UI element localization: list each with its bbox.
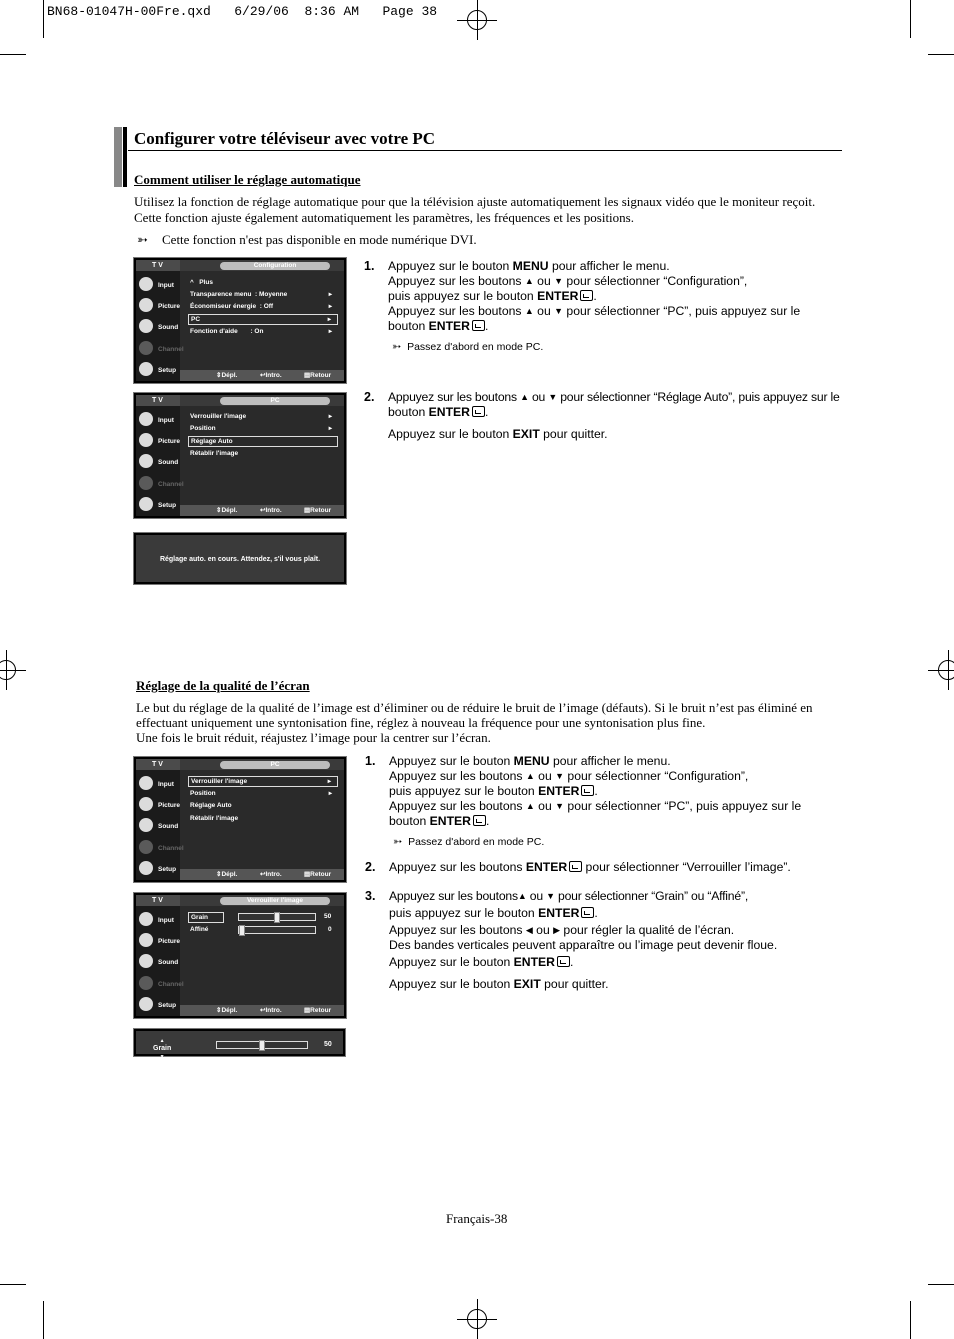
chevron-right-icon: ▸ <box>328 291 332 298</box>
osd-picture-item: Picture <box>138 432 178 450</box>
osd-return-hint: ▤Retour <box>304 372 332 379</box>
osd-row-retablir: Rétablir l'image <box>190 815 239 822</box>
enter-icon <box>472 320 485 331</box>
sound-icon <box>139 818 153 832</box>
down-arrow-icon: ▼ <box>548 392 558 402</box>
osd-row-position: Position ▸ <box>190 425 332 432</box>
osd-footer <box>180 869 344 880</box>
chevron-right-icon: ▸ <box>328 790 332 797</box>
osd-titlebar <box>180 759 344 770</box>
section1-step2: 2. Appuyez sur les boutons ▲ ou ▼ pour sélectionner “Réglage Auto”, puis appuyez sur le bouton ENTER . Appuyez sur le bouton EXIT pour quitter. <box>364 390 840 441</box>
fine-value: 0 <box>328 926 332 933</box>
channel-icon <box>139 476 153 490</box>
crop-mark <box>0 54 26 55</box>
osd-title: PC <box>220 761 330 769</box>
crop-mark <box>910 0 911 38</box>
down-arrow-icon: ▼ <box>546 891 555 901</box>
picture-icon <box>139 298 153 312</box>
enter-icon <box>581 907 594 918</box>
osd-screen-configuration <box>133 257 347 384</box>
grain-slider-knob <box>274 912 280 923</box>
grain-strip-slider <box>216 1041 308 1049</box>
osd-return-hint: ▤Retour <box>304 871 332 878</box>
osd-footer <box>180 1005 344 1016</box>
grain-strip-label: ▲ Grain ▼ <box>153 1038 172 1060</box>
grain-value: 50 <box>324 913 332 920</box>
picture-icon <box>139 433 153 447</box>
osd-tv-label: T V <box>136 895 180 906</box>
osd-move-hint: ⇕Dépl. <box>216 372 238 379</box>
up-arrow-icon: ▲ <box>525 801 535 811</box>
section2-para-line3: Une fois le bruit réduit, réajustez l’image pour la centrer sur l’écran. <box>136 730 491 745</box>
crop-mark <box>928 54 954 55</box>
osd-titlebar <box>180 895 344 906</box>
caret-up-icon: ▲ <box>159 1038 165 1044</box>
osd-picture-item: Picture <box>138 932 178 950</box>
registration-mark-icon <box>457 1299 497 1339</box>
osd-input-item: Input <box>138 411 178 429</box>
section1-subtitle: Comment utiliser le réglage automatique <box>134 172 361 187</box>
section1-note: Cette fonction n'est pas disponible en mode numérique DVI. <box>162 232 477 247</box>
picture-icon <box>139 933 153 947</box>
osd-titlebar <box>180 260 344 271</box>
grain-strip-value: 50 <box>324 1041 332 1048</box>
down-arrow-icon: ▼ <box>555 801 565 811</box>
osd-channel-item: Channel <box>138 340 178 358</box>
section1-intro-line2: Cette fonction ajuste également automatiquement les paramètres, les fréquences et les positions. <box>134 210 634 225</box>
note-arrow-icon: ➳ <box>392 341 402 353</box>
up-arrow-icon: ▲ <box>524 276 534 286</box>
enter-icon <box>580 290 593 301</box>
crop-mark <box>0 1284 26 1285</box>
caret-up-icon: ^ <box>190 279 200 286</box>
osd-enter-hint: ↩Intro. <box>260 507 282 514</box>
osd-titlebar <box>180 395 344 406</box>
enter-icon <box>581 785 594 796</box>
osd-enter-hint: ↩Intro. <box>260 871 282 878</box>
setup-icon <box>139 861 153 875</box>
up-arrow-icon: ▲ <box>520 392 529 402</box>
osd-row-position: Position ▸ <box>190 790 332 797</box>
osd-enter-hint: ↩Intro. <box>260 372 282 379</box>
osd-input-item: Input <box>138 911 178 929</box>
caret-down-icon: ▼ <box>159 1054 165 1060</box>
osd-channel-item: Channel <box>138 975 178 993</box>
crop-mark <box>43 1301 44 1339</box>
section2-step1: 1. Appuyez sur le bouton MENU pour afficher le menu. Appuyez sur les boutons ▲ ou ▼ pour sélectionner “Configuration”, puis appuyez sur le bouton ENTER . Appuyez sur les boutons ▲ ou ▼ pour sélectionner “PC”, puis appuyez sur le bouton ENTER . ➳ Passez d'abord en mode PC. <box>365 754 802 848</box>
osd-row-reglage-auto: Réglage Auto <box>190 802 232 809</box>
crop-mark <box>43 0 44 38</box>
file-info-header: BN68-01047H-00Fre.qxd 6/29/06 8:36 AM Page 38 <box>47 4 438 19</box>
osd-picture-item: Picture <box>138 297 178 315</box>
osd-message-box <box>133 532 347 585</box>
note-arrow-icon: ➳ <box>393 836 403 848</box>
channel-icon <box>139 341 153 355</box>
registration-mark-icon <box>457 0 497 40</box>
chevron-right-icon: ▸ <box>328 413 332 420</box>
up-arrow-icon: ▲ <box>525 771 535 781</box>
osd-input-item: Input <box>138 775 178 793</box>
grain-strip-slider-knob <box>259 1040 265 1051</box>
osd-tv-label: T V <box>136 260 180 271</box>
osd-title: PC <box>220 397 330 405</box>
osd-screen-pc <box>133 392 347 519</box>
osd-tv-label: T V <box>136 395 180 406</box>
osd-channel-item: Channel <box>138 839 178 857</box>
osd-row-plus: ^ Plus <box>190 279 213 286</box>
sound-icon <box>139 319 153 333</box>
registration-mark-icon <box>928 650 954 690</box>
osd-row-verrouiller: Verrouiller l'image ▸ <box>188 776 338 787</box>
osd-setup-item: Setup <box>138 496 178 514</box>
enter-icon <box>473 815 486 826</box>
osd-move-hint: ⇕Dépl. <box>216 507 238 514</box>
osd-input-item: Input <box>138 276 178 294</box>
osd-screen-verrouiller <box>133 892 347 1019</box>
osd-sound-item: Sound <box>138 817 178 835</box>
page-number: Français-38 <box>446 1211 508 1226</box>
input-icon <box>139 776 153 790</box>
section2-para-line1: Le but du réglage de la qualité de l’image est d’éliminer ou de réduire le bruit de l’image (défauts). Si le bruit n’est pas éliminé en <box>136 700 813 715</box>
enter-icon <box>557 956 570 967</box>
crop-mark <box>928 1284 954 1285</box>
osd-footer <box>180 370 344 381</box>
chevron-right-icon: ▸ <box>327 316 331 323</box>
registration-mark-icon <box>0 650 26 690</box>
osd-move-hint: ⇕Dépl. <box>216 1007 238 1014</box>
osd-tv-label: T V <box>136 759 180 770</box>
chevron-right-icon: ▸ <box>328 425 332 432</box>
osd-row-fine: Affiné <box>190 926 209 933</box>
up-arrow-icon: ▲ <box>524 306 534 316</box>
grain-slider <box>238 913 316 921</box>
osd-setup-item: Setup <box>138 361 178 379</box>
osd-setup-item: Setup <box>138 860 178 878</box>
channel-icon <box>139 976 153 990</box>
osd-row-pc: PC ▸ <box>188 314 338 325</box>
down-arrow-icon: ▼ <box>554 276 564 286</box>
osd-enter-hint: ↩Intro. <box>260 1007 282 1014</box>
osd-return-hint: ▤Retour <box>304 507 332 514</box>
fine-slider <box>238 926 316 934</box>
setup-icon <box>139 362 153 376</box>
osd-row-reglage-auto: Réglage Auto <box>188 436 338 447</box>
osd-sound-item: Sound <box>138 453 178 471</box>
section2-para-line2: effectuant uniquement une syntonisation fine, réglez à nouveau la fréquence pour une syntonisation plus fine. <box>136 715 706 730</box>
input-icon <box>139 277 153 291</box>
heading-bar <box>114 127 122 187</box>
sound-icon <box>139 454 153 468</box>
enter-icon <box>472 406 485 417</box>
osd-move-hint: ⇕Dépl. <box>216 871 238 878</box>
note-arrow-icon: ➳ <box>137 232 148 247</box>
osd-footer <box>180 505 344 516</box>
title-rule <box>128 150 842 151</box>
osd-grain-strip <box>133 1028 346 1060</box>
setup-icon <box>139 997 153 1011</box>
osd-screen-pc-2 <box>133 756 347 883</box>
heading-bar-accent <box>123 127 127 187</box>
section1-intro-line1: Utilisez la fonction de réglage automatique pour que la télévision ajuste automatiquement les signaux vidéo que le moniteur reçoit. <box>134 194 816 209</box>
channel-icon <box>139 840 153 854</box>
crop-mark <box>910 1301 911 1339</box>
osd-return-hint: ▤Retour <box>304 1007 332 1014</box>
section2-step3: 3. Appuyez sur les boutons▲ ou ▼ pour sélectionner “Grain” ou “Affiné”, puis appuyez sur le bouton ENTER . Appuyez sur les boutons ◀ ou ▶ pour régler la qualité de l’écran. Des bandes verticales peuvent apparaître ou l’image peut devenir floue. Appuyez sur le bouton ENTER . Appuyez sur le bouton EXIT pour quitter. <box>365 889 778 991</box>
osd-sound-item: Sound <box>138 318 178 336</box>
osd-row-economiseur: Économiseur énergie : Off ▸ <box>190 303 332 310</box>
chevron-right-icon: ▸ <box>328 328 332 335</box>
osd-row-aide: Fonction d'aide : On ▸ <box>190 328 332 335</box>
osd-row-transparence: Transparence menu : Moyenne ▸ <box>190 291 332 298</box>
section1-step1: 1. Appuyez sur le bouton MENU pour afficher le menu. Appuyez sur les boutons ▲ ou ▼ pour sélectionner “Configuration”, puis appuyez sur le bouton ENTER . Appuyez sur les boutons ▲ ou ▼ pour sélectionner “PC”, puis appuyez sur le bouton ENTER . ➳ Passez d'abord en mode PC. <box>364 259 801 353</box>
osd-message: Réglage auto. en cours. Attendez, s'il vous plaît. <box>159 556 321 563</box>
sound-icon <box>139 954 153 968</box>
osd-row-retablir: Rétablir l'image <box>190 450 239 457</box>
right-arrow-icon: ▶ <box>553 925 561 935</box>
left-arrow-icon: ◀ <box>525 925 533 935</box>
page-title: Configurer votre téléviseur avec votre PC <box>134 129 436 148</box>
chevron-right-icon: ▸ <box>327 778 331 785</box>
osd-sound-item: Sound <box>138 953 178 971</box>
osd-row-grain: Grain <box>188 912 224 923</box>
chevron-right-icon: ▸ <box>328 303 332 310</box>
input-icon <box>139 412 153 426</box>
input-icon <box>139 912 153 926</box>
section2-subtitle: Réglage de la qualité de l’écran <box>136 678 310 693</box>
fine-slider-knob <box>239 925 245 936</box>
setup-icon <box>139 497 153 511</box>
picture-icon <box>139 797 153 811</box>
section2-step2: 2. Appuyez sur les boutons ENTER pour sélectionner “Verrouiller l’image”. <box>365 860 791 874</box>
down-arrow-icon: ▼ <box>554 306 564 316</box>
osd-setup-item: Setup <box>138 996 178 1014</box>
up-arrow-icon: ▲ <box>517 891 527 901</box>
osd-row-verrouiller: Verrouiller l'image ▸ <box>190 413 332 420</box>
osd-title: Configuration <box>220 262 330 270</box>
osd-title: Verrouiller l'image <box>220 897 330 905</box>
osd-channel-item: Channel <box>138 475 178 493</box>
down-arrow-icon: ▼ <box>555 771 565 781</box>
osd-picture-item: Picture <box>138 796 178 814</box>
enter-icon <box>569 861 582 872</box>
